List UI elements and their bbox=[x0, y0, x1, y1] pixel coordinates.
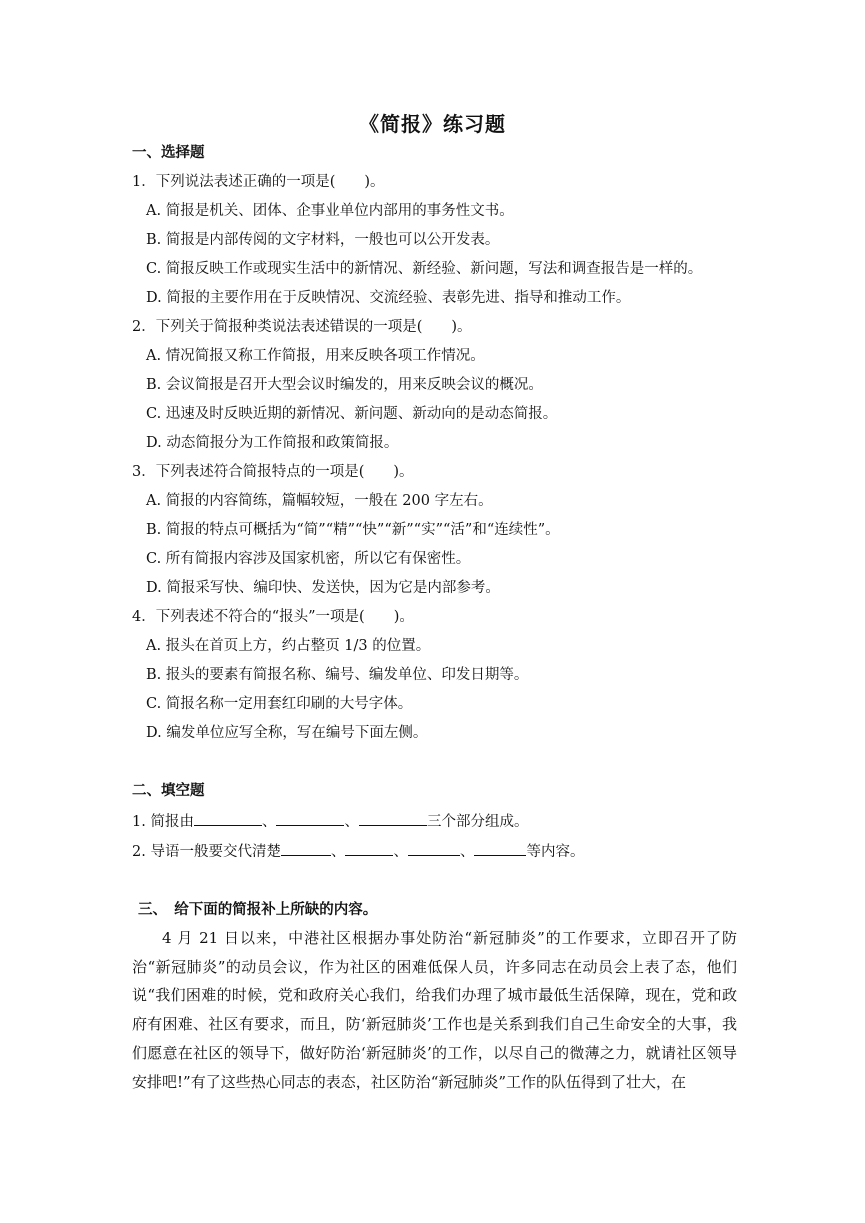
fill-text: 三个部分组成。 bbox=[426, 814, 529, 830]
question-option: B. 简报是内部传阅的文字材料，一般也可以公开发表。 bbox=[146, 232, 500, 248]
fill-text: 、 bbox=[261, 814, 277, 830]
question-option: A. 报头在首页上方，约占整页 1/3 的位置。 bbox=[146, 638, 431, 654]
question-stem: 2．下列关于简报种类说法表述错误的一项是( )。 bbox=[132, 319, 472, 335]
blank-line[interactable] bbox=[408, 841, 460, 856]
section-heading-supplement: 三、 给下面的简报补上所缺的内容。 bbox=[138, 902, 378, 918]
blank-line[interactable] bbox=[474, 841, 526, 856]
section-heading-fill: 二、填空题 bbox=[132, 783, 205, 799]
fill-question-1 bbox=[132, 811, 528, 832]
question-option: A. 情况简报又称工作简报，用来反映各项工作情况。 bbox=[146, 348, 485, 364]
question-option: A. 简报的内容简练，篇幅较短，一般在 200 字左右。 bbox=[146, 493, 493, 509]
blank-line[interactable] bbox=[359, 811, 427, 826]
blank-line[interactable] bbox=[345, 841, 393, 856]
question-option: A. 简报是机关、团体、企事业单位内部用的事务性文书。 bbox=[146, 203, 514, 219]
page-title: 《简报》练习题 bbox=[359, 112, 506, 136]
blank-line[interactable] bbox=[276, 811, 344, 826]
question-option: C. 简报名称一定用套红印刷的大号字体。 bbox=[146, 696, 413, 712]
fill-text: 、 bbox=[330, 844, 346, 860]
question-option: C. 简报反映工作或现实生活中的新情况、新经验、新问题，写法和调查报告是一样的。 bbox=[146, 261, 703, 277]
fill-text: 2. 导语一般要交代清楚 bbox=[132, 844, 281, 860]
question-option: B. 会议简报是召开大型会议时编发的，用来反映会议的概况。 bbox=[146, 377, 543, 393]
fill-question-2 bbox=[132, 841, 584, 862]
fill-text: 、 bbox=[344, 814, 359, 830]
section-heading-choice: 一、选择题 bbox=[132, 145, 205, 161]
question-stem: 3．下列表述符合简报特点的一项是( )。 bbox=[132, 464, 414, 480]
blank-line[interactable] bbox=[281, 841, 331, 856]
question-option: B. 报头的要素有简报名称、编号、编发单位、印发日期等。 bbox=[146, 667, 529, 683]
fill-text: 1. 简报由 bbox=[132, 814, 194, 830]
blank-line[interactable] bbox=[194, 811, 262, 826]
question-option: D. 简报采写快、编印快、发送快，因为它是内部参考。 bbox=[146, 580, 500, 596]
question-stem: 4．下列表述不符合的“报头”一项是( )。 bbox=[132, 609, 414, 625]
question-option: D. 动态简报分为工作简报和政策简报。 bbox=[146, 435, 399, 451]
fill-text: 、 bbox=[459, 844, 475, 860]
question-option: D. 简报的主要作用在于反映情况、交流经验、表彰先进、指导和推动工作。 bbox=[146, 290, 631, 306]
question-stem: 1．下列说法表述正确的一项是( )。 bbox=[132, 174, 385, 190]
question-option: B. 简报的特点可概括为“简”“精”“快”“新”“实”“活”和“连续性”。 bbox=[146, 522, 560, 538]
question-option: C. 迅速及时反映近期的新情况、新问题、新动向的是动态简报。 bbox=[146, 406, 558, 422]
question-option: D. 编发单位应写全称，写在编号下面左侧。 bbox=[146, 725, 428, 741]
briefing-paragraph: 4 月 21 日以来，中港社区根据办事处防治“新冠肺炎”的工作要求，立即召开了防治“新冠肺炎”的动员会议，作为社区的困难低保人员，许多同志在动员会上表了态，他们说“我们困难的时候，党和政府关心我们，给我们办理了城市最低生活保障，现在，党和政府有困难、社区有要求，而且，防‘新冠肺炎’工作也是关系到我们自己生命安全的大事，我们愿意在社区的领导下，做好防治‘新冠肺炎’的工作，以尽自己的微薄之力，就请社区领导安排吧!”有了这些热心同志的表态，社区防治“新冠肺炎”工作的队伍得到了壮大，在 bbox=[132, 929, 737, 1091]
fill-text: 、 bbox=[393, 844, 408, 860]
fill-text: 等内容。 bbox=[526, 844, 585, 860]
question-option: C. 所有简报内容涉及国家机密，所以它有保密性。 bbox=[146, 551, 471, 567]
